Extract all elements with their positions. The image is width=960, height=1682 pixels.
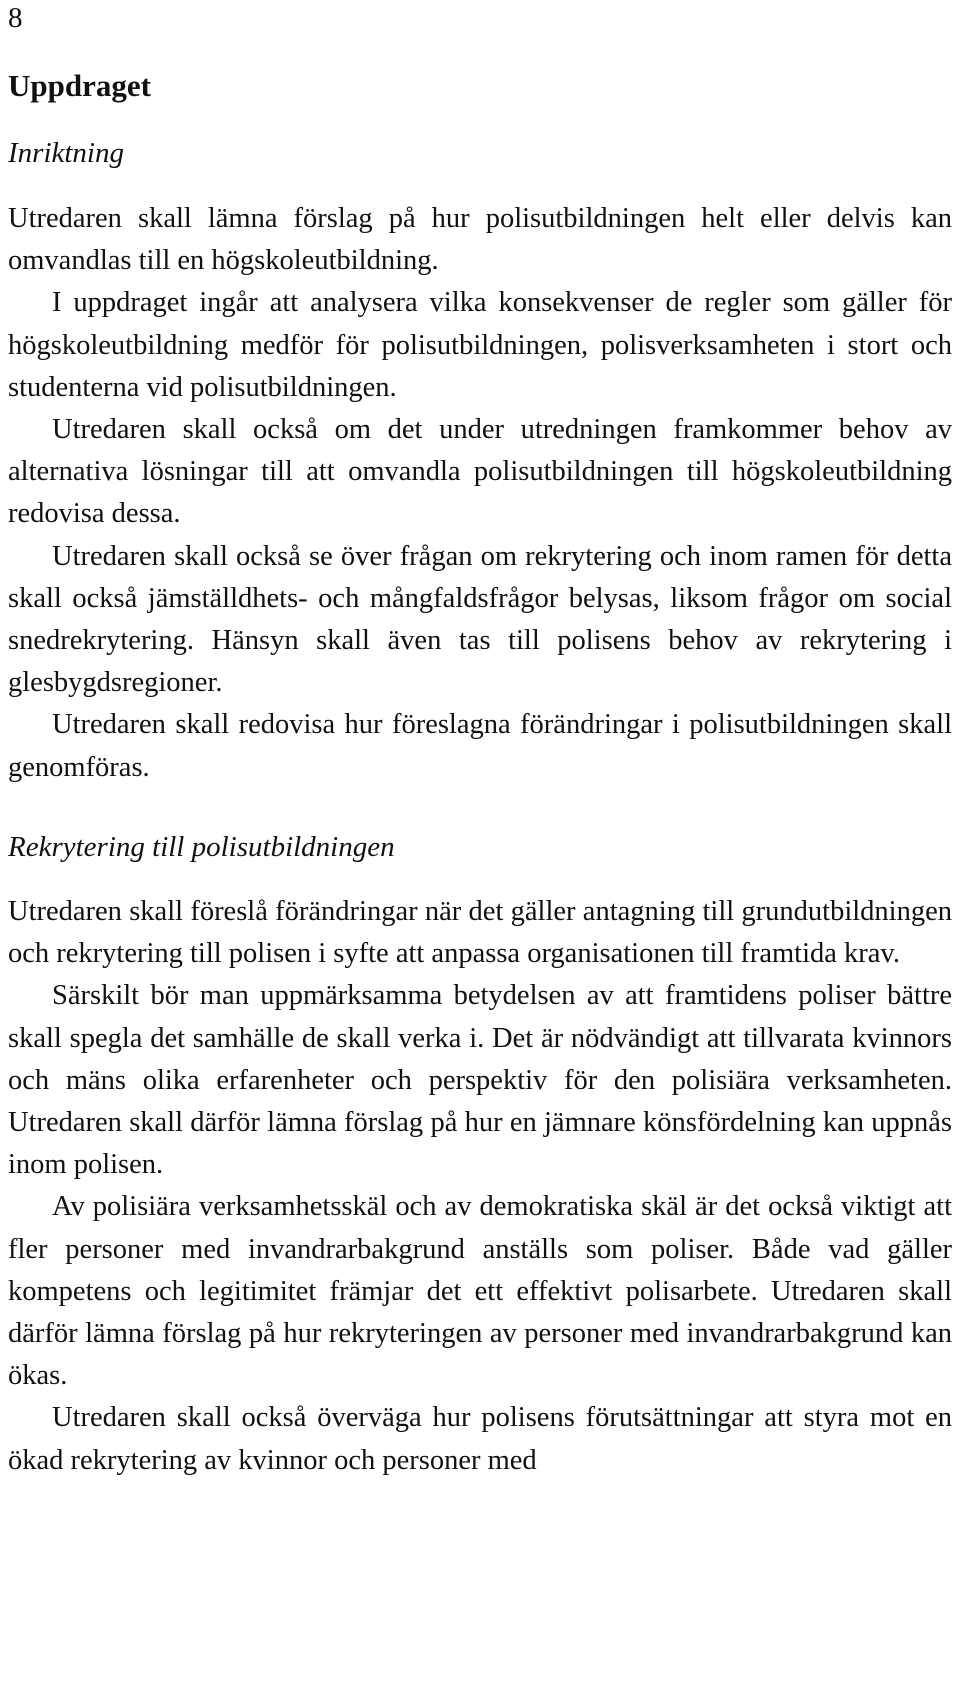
section-body-inriktning bbox=[8, 198, 952, 789]
paragraph: Utredaren skall redovisa hur föreslagna förändringar i polisutbildningen skall genomföras. bbox=[8, 709, 952, 783]
paragraph: Av polisiära verksamhetsskäl och av demokratiska skäl är det också viktigt att fler personer med invandrarbakgrund anställs som poliser. Både vad gäller kompetens och legitimitet främjar det ett effektivt polisarbete. Utredaren skall därför lämna förslag på hur rekryteringen av personer med invandrarbakgrund kan ökas. bbox=[8, 1191, 952, 1392]
section-body-rekrytering bbox=[8, 891, 952, 1482]
paragraph: Utredaren skall också om det under utredningen framkommer behov av alternativa lösningar till att omvandla polisutbildningen till högskoleutbildning redovisa dessa. bbox=[8, 414, 952, 530]
paragraph: Utredaren skall lämna förslag på hur polisutbildningen helt eller delvis kan omvandlas till en högskoleutbildning. bbox=[8, 203, 952, 277]
paragraph: Särskilt bör man uppmärksamma betydelsen av att framtidens poliser bättre skall spegla det samhälle de skall verka i. Det är nödvändigt att tillvarata kvinnors och mäns olika erfarenheter och perspektiv för den polisiära verksamheten. Utredaren skall därför lämna förslag på hur en jämnare könsfördelning kan uppnås inom polisen. bbox=[8, 980, 952, 1181]
paragraph: I uppdraget ingår att analysera vilka konsekvenser de regler som gäller för högskoleutbildning medför för polisutbildningen, polisverksamheten i stort och studenterna vid polisutbildningen. bbox=[8, 287, 952, 403]
paragraph: Utredaren skall föreslå förändringar när det gäller antagning till grundutbildningen och rekrytering till polisen i syfte att anpassa organisationen till framtida krav. bbox=[8, 896, 952, 970]
page-number: 8 bbox=[8, 2, 23, 34]
chapter-heading: Uppdraget bbox=[8, 68, 151, 103]
section-title-rekrytering: Rekrytering till polisutbildningen bbox=[8, 831, 395, 863]
paragraph: Utredaren skall också överväga hur polisens förutsättningar att styra mot en ökad rekrytering av kvinnor och personer med bbox=[8, 1402, 952, 1476]
section-title-inriktning: Inriktning bbox=[8, 137, 124, 169]
paragraph: Utredaren skall också se över frågan om rekrytering och inom ramen för detta skall också jämställdhets- och mångfaldsfrågor belysas, liksom frågor om social snedrekrytering. Hänsyn skall även tas till polisens behov av rekrytering i glesbygdsregioner. bbox=[8, 540, 952, 699]
